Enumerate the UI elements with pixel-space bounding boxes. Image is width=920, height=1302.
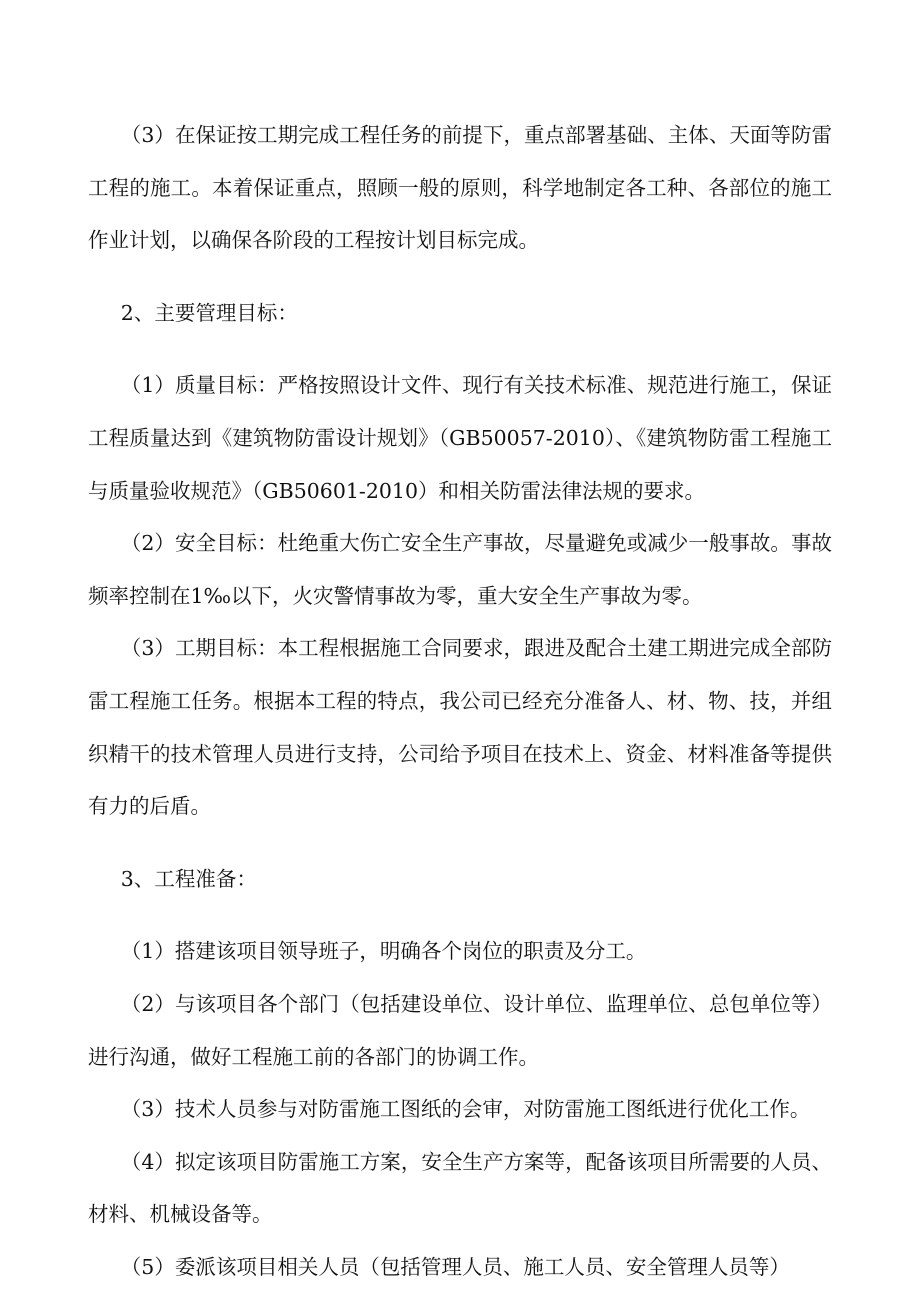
paragraph-schedule-priority: （3）在保证按工期完成工程任务的前提下，重点部署基础、主体、天面等防雷工程的施工。本着保证重点，照顾一般的原则，科学地制定各工种、各部位的施工作业计划，以确保各阶段的工程按计划目标完成。 bbox=[88, 123, 832, 253]
paragraph-safety-goal: （2）安全目标：杜绝重大伤亡安全生产事故，尽量避免或减少一般事故。事故频率控制在1‰以下，火灾警情事故为零，重大安全生产事故为零。 bbox=[88, 531, 832, 608]
paragraph-prep-plan: （4）拟定该项目防雷施工方案，安全生产方案等，配备该项目所需要的人员、材料、机械设备等。 bbox=[88, 1149, 832, 1227]
document-body bbox=[88, 109, 832, 1293]
section-heading-management-goals: 2、主要管理目标： bbox=[120, 300, 298, 325]
paragraph-schedule-goal: （3）工期目标：本工程根据施工合同要求，跟进及配合土建工期进完成全部防雷工程施工任务。根据本工程的特点，我公司已经充分准备人、材、物、技，并组织精干的技术管理人员进行支持，公司给予项目在技术上、资金、材料准备等提供有力的后盾。 bbox=[88, 636, 832, 819]
paragraph-prep-team: （1）搭建该项目领导班子，明确各个岗位的职责及分工。 bbox=[120, 939, 647, 964]
paragraph-prep-communication: （2）与该项目各个部门（包括建设单位、设计单位、监理单位、总包单位等）进行沟通，做好工程施工前的各部门的协调工作。 bbox=[88, 991, 832, 1069]
paragraph-prep-personnel: （5）委派该项目相关人员（包括管理人员、施工人员、安全管理人员等） bbox=[120, 1254, 790, 1279]
paragraph-quality-goal: （1）质量目标：严格按照设计文件、现行有关技术标准、规范进行施工，保证工程质量达到《建筑物防雷设计规划》（GB50057-2010）、《建筑物防雷工程施工与质量验收规范》（GB50601-2010）和相关防雷法律法规的要求。 bbox=[88, 373, 832, 503]
section-heading-project-preparation: 3、工程准备： bbox=[120, 866, 257, 891]
paragraph-prep-drawing-review: （3）技术人员参与对防雷施工图纸的会审，对防雷施工图纸进行优化工作。 bbox=[120, 1097, 811, 1122]
